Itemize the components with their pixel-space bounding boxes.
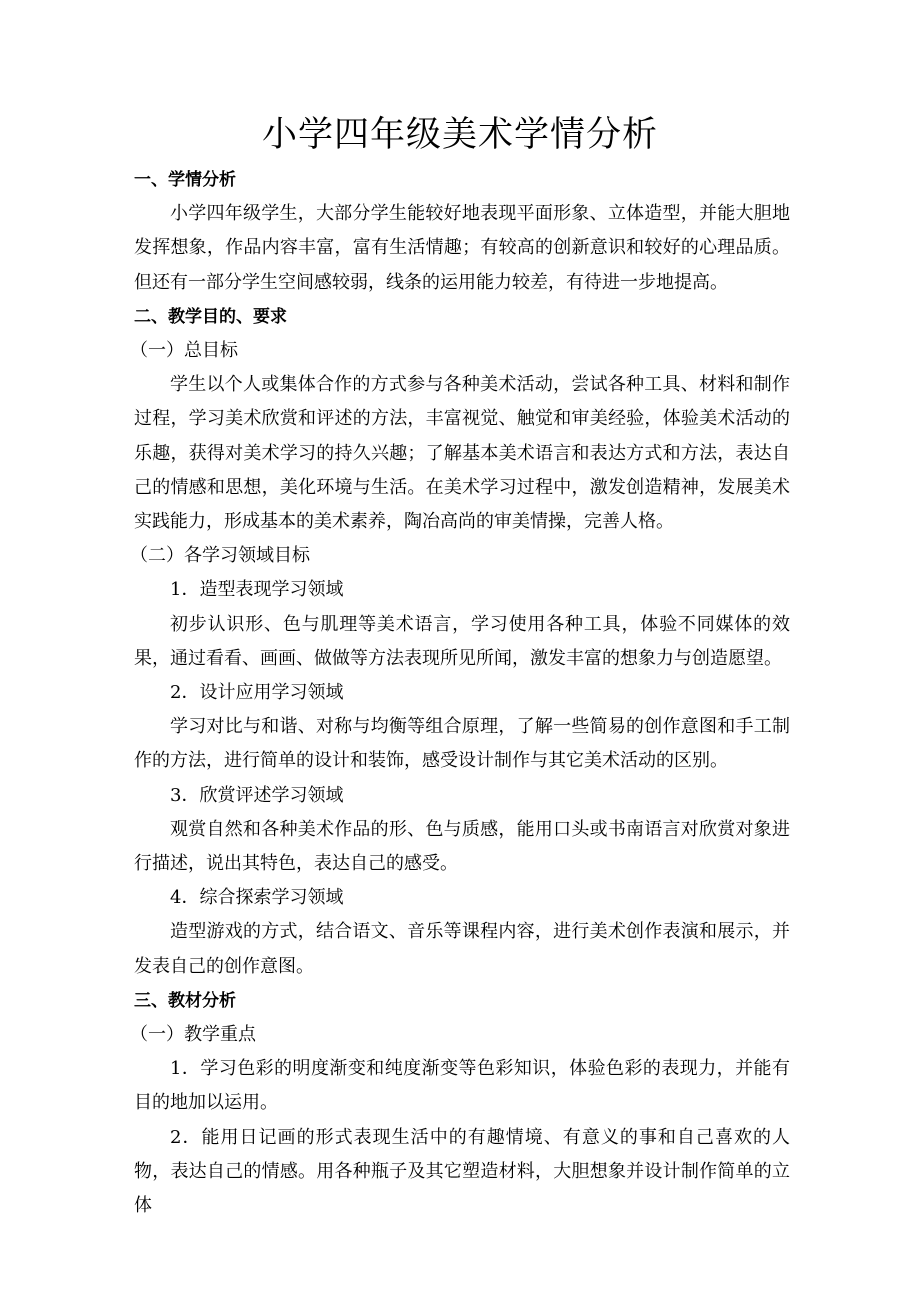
document-body — [130, 163, 790, 1223]
section-heading-analysis: 一、学情分析 — [134, 170, 236, 190]
paragraph-appreciation-review: 观赏自然和各种美术作品的形、色与质感，能用口头或书南语言对欣赏对象进行描述，说出其特色，表达自己的感受。 — [134, 818, 790, 875]
paragraph-key-point-2: 2．能用日记画的形式表现生活中的有趣情境、有意义的事和自己喜欢的人物，表达自己的情感。用各种瓶子及其它塑造材料，大胆想象并设计制作简单的立体 — [134, 1126, 790, 1217]
item-comprehensive-exploration: 4．综合探索学习领域 — [170, 887, 344, 909]
paragraph-student-analysis: 小学四年级学生，大部分学生能较好地表现平面形象、立体造型，并能大胆地发挥想象，作品内容丰富，富有生活情趣；有较高的创新意识和较好的心理品质。但还有一部分学生空间感较弱，线条的运用能力较差，有待进一步地提高。 — [134, 203, 790, 293]
paragraph-key-point-1: 1．学习色彩的明度渐变和纯度渐变等色彩知识，体验色彩的表现力，并能有目的地加以运用。 — [134, 1058, 790, 1114]
paragraph-comprehensive-exploration: 造型游戏的方式，结合语文、音乐等课程内容，进行美术创作表演和展示，并发表自己的创作意图。 — [134, 921, 790, 977]
item-appreciation-review: 3．欣赏评述学习领域 — [170, 784, 344, 806]
subheading-domain-goals: （二）各学习领域目标 — [130, 545, 310, 567]
paragraph-overall-goal: 学生以个人或集体合作的方式参与各种美术活动，尝试各种工具、材料和制作过程，学习美术欣赏和评述的方法，丰富视觉、触觉和审美经验，体验美术活动的乐趣，获得对美术学习的持久兴趣；了解基本美术语言和表达方式和方法，表达自己的情感和思想，美化环境与生活。在美术学习过程中，激发创造精神，发展美术实践能力，形成基本的美术素养，陶冶高尚的审美情操，完善人格。 — [134, 374, 790, 533]
page-title: 小学四年级美术学情分析 — [261, 115, 658, 155]
paragraph-design-application: 学习对比与和谐、对称与均衡等组合原理，了解一些简易的创作意图和手工制作的方法，进行简单的设计和装饰，感受设计制作与其它美术活动的区别。 — [134, 716, 790, 772]
paragraph-modeling-expression: 初步认识形、色与肌理等美术语言，学习使用各种工具，体验不同媒体的效果，通过看看、画画、做做等方法表现所见所闻，激发丰富的想象力与创造愿望。 — [134, 613, 790, 669]
item-modeling-expression: 1．造型表现学习领域 — [170, 579, 344, 601]
section-heading-goals: 二、教学目的、要求 — [134, 306, 287, 327]
section-heading-textbook: 三、教材分析 — [134, 990, 236, 1011]
subheading-key-points: （一）教学重点 — [130, 1024, 256, 1046]
subheading-overall-goal: （一）总目标 — [130, 340, 238, 362]
item-design-application: 2．设计应用学习领域 — [170, 682, 344, 704]
